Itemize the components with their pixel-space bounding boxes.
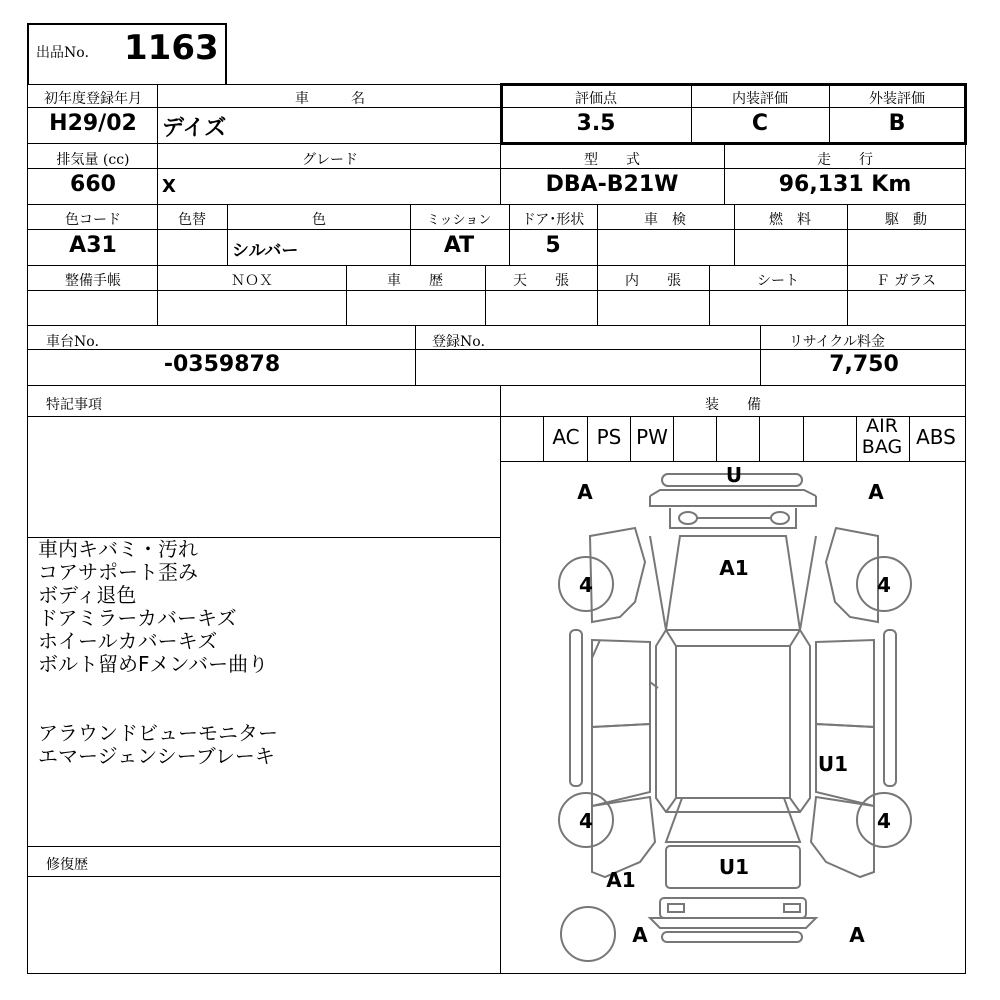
equip-ps: PS — [596, 425, 622, 449]
row4-mid — [27, 290, 966, 291]
equip-v8 — [856, 416, 857, 461]
label-chassis: 車台No． — [46, 334, 109, 350]
diag-windshield: A1 — [719, 556, 749, 580]
v-597-r3 — [597, 204, 598, 265]
headlight-left — [679, 512, 697, 524]
value-color: シルバー — [232, 241, 299, 261]
label-color-code: 色コード — [65, 212, 121, 228]
score-box-left — [500, 83, 503, 145]
value-mission: AT — [443, 233, 475, 258]
v-157-r1 — [157, 84, 158, 143]
row1-mid — [27, 107, 966, 108]
front-bumper-curve — [650, 490, 816, 496]
value-interior: C — [751, 111, 769, 136]
equip-pw: PW — [636, 425, 668, 449]
v-709-r4 — [709, 265, 710, 325]
equip-v6 — [759, 416, 760, 461]
label-mileage: 走 行 — [817, 152, 873, 168]
equip-v1 — [543, 416, 544, 461]
label-first-reg: 初年度登録年月 — [44, 91, 142, 107]
label-remarks: 特記事項 — [46, 397, 102, 413]
equip-v7 — [803, 416, 804, 461]
v-724-r2 — [724, 143, 725, 204]
note-line-9: アラウンドビューモニター — [38, 721, 278, 745]
v-227-r3 — [227, 204, 228, 265]
diag-rear-glass-left: A1 — [606, 868, 636, 892]
right-front-door — [816, 640, 874, 727]
score-box-bottom — [500, 142, 966, 145]
v-597-r4 — [597, 265, 598, 325]
rear-right-fender — [811, 797, 874, 877]
lot-box-right — [225, 23, 227, 85]
value-grade: X — [162, 176, 176, 197]
taillight-left — [668, 904, 684, 912]
diag-right-rear-door: U1 — [817, 752, 849, 776]
repair-top — [27, 846, 500, 847]
label-model: 型 式 — [584, 152, 640, 168]
diag-back-door: U1 — [718, 855, 750, 879]
diag-wheel-fr: 4 — [877, 573, 891, 597]
label-seat: シート — [757, 273, 799, 289]
note-line-10: エマージェンシーブレーキ — [38, 744, 275, 768]
v-346-r4 — [346, 265, 347, 325]
equip-v2 — [587, 416, 588, 461]
repair-bottom — [27, 876, 500, 877]
v-485-r4 — [485, 265, 486, 325]
note-line-4: ドアミラーカバーキズ — [38, 606, 237, 630]
label-mission: ミッション — [426, 213, 492, 228]
row2-bottom — [27, 204, 966, 205]
equip-v5 — [716, 416, 717, 461]
v-157-r3 — [157, 204, 158, 265]
equip-ac: AC — [552, 425, 580, 449]
value-model: DBA-B21W — [545, 172, 679, 197]
value-first-reg: H29/02 — [49, 111, 137, 136]
rear-left-fender — [592, 797, 655, 877]
row6-bottom — [27, 416, 966, 417]
label-grade: グレード — [302, 152, 358, 168]
diag-wheel-rr: 4 — [877, 809, 891, 833]
value-displacement: 660 — [70, 172, 116, 197]
left-sill — [570, 630, 582, 786]
lot-box-left — [27, 23, 29, 85]
note-line-5: ホイールカバーキズ — [38, 629, 218, 653]
v-410-r3 — [410, 204, 411, 265]
equip-v3 — [630, 416, 631, 461]
label-ceiling: 天 張 — [513, 273, 569, 289]
label-nox: ＮＯＸ — [231, 273, 273, 289]
label-score: 評価点 — [575, 91, 617, 107]
row5-bottom — [27, 385, 966, 386]
right-sill — [884, 630, 896, 786]
car-diagram — [500, 462, 966, 974]
equip-airbag: AIR BAG — [861, 415, 903, 458]
label-exterior: 外装評価 — [869, 91, 925, 107]
value-mileage: 96,131 Km — [778, 172, 912, 197]
lot-number: 1163 — [124, 28, 219, 68]
equip-abs: ABS — [916, 425, 956, 449]
diag-front-left-corner: A — [577, 480, 593, 504]
v-829-r1 — [829, 84, 830, 143]
label-repair: 修復歴 — [46, 857, 88, 873]
note-line-1: 車内キバミ・汚れ — [38, 537, 198, 561]
equip-v9 — [909, 416, 910, 461]
headlight-right — [771, 512, 789, 524]
label-car-name: 車 名 — [295, 91, 365, 107]
label-interior: 内装評価 — [732, 91, 788, 107]
v-157-r4 — [157, 265, 158, 325]
lot-box-top — [27, 23, 227, 25]
label-fuel: 燃 料 — [769, 212, 811, 228]
diag-wheel-rl: 4 — [579, 809, 593, 833]
score-box-top — [500, 83, 966, 86]
label-maintenance: 整備手帳 — [65, 273, 121, 289]
rear-glass — [666, 798, 800, 842]
v-760-r5 — [760, 325, 761, 385]
label-recycle: リサイクル料金 — [788, 334, 886, 350]
label-displacement: 排気量 (cc) — [56, 152, 130, 168]
v-509-r3 — [509, 204, 510, 265]
taillight-right — [784, 904, 800, 912]
left-rear-door — [592, 724, 650, 806]
note-line-3: ボディ退色 — [38, 583, 137, 607]
row3-bottom — [27, 265, 966, 266]
lot-label: 出品No． — [36, 45, 99, 61]
value-color-code: A31 — [69, 233, 117, 258]
v-734-r3 — [734, 204, 735, 265]
score-box-right — [964, 83, 967, 145]
label-shaken: 車 検 — [644, 212, 686, 228]
windshield — [666, 536, 800, 630]
label-inner: 内 張 — [625, 273, 681, 289]
label-color-change: 色替 — [178, 212, 206, 228]
label-fglass: Ｆ ガラス — [875, 273, 937, 289]
label-door-shape: ドア･形状 — [521, 212, 585, 228]
note-line-2: コアサポート歪み — [38, 560, 198, 584]
value-exterior: B — [888, 111, 906, 136]
value-door-shape: 5 — [545, 233, 561, 258]
value-recycle: 7,750 — [829, 352, 899, 377]
row3-mid — [27, 229, 966, 230]
label-history: 車 歴 — [387, 273, 443, 289]
equip-v4 — [673, 416, 674, 461]
v-847-r4 — [847, 265, 848, 325]
v-500-r2 — [500, 143, 501, 204]
diag-front-bumper: U — [725, 463, 743, 487]
note-line-6: ボルト留めFメンバー曲り — [38, 652, 269, 676]
v-415-r5 — [415, 325, 416, 385]
left-front-door — [592, 640, 650, 727]
diag-rear-right-corner: A — [849, 923, 865, 947]
v-847-r3 — [847, 204, 848, 265]
value-car-name: デイズ — [162, 116, 227, 141]
label-equipment: 装 備 — [705, 397, 761, 413]
row4-bottom — [27, 325, 966, 326]
label-registration: 登録No． — [432, 334, 495, 350]
roof — [676, 646, 790, 798]
value-score: 3.5 — [576, 111, 616, 136]
label-color: 色 — [312, 212, 326, 228]
v-691-r1 — [691, 84, 692, 143]
value-chassis: -0359878 — [163, 352, 281, 377]
diag-rear-left-corner: A — [632, 923, 648, 947]
label-drive: 駆 動 — [885, 212, 927, 228]
diag-wheel-fl: 4 — [579, 573, 593, 597]
frame-left — [27, 84, 28, 974]
spare-tire — [561, 907, 615, 961]
diag-front-right-corner: A — [868, 480, 884, 504]
v-157-r2 — [157, 143, 158, 204]
